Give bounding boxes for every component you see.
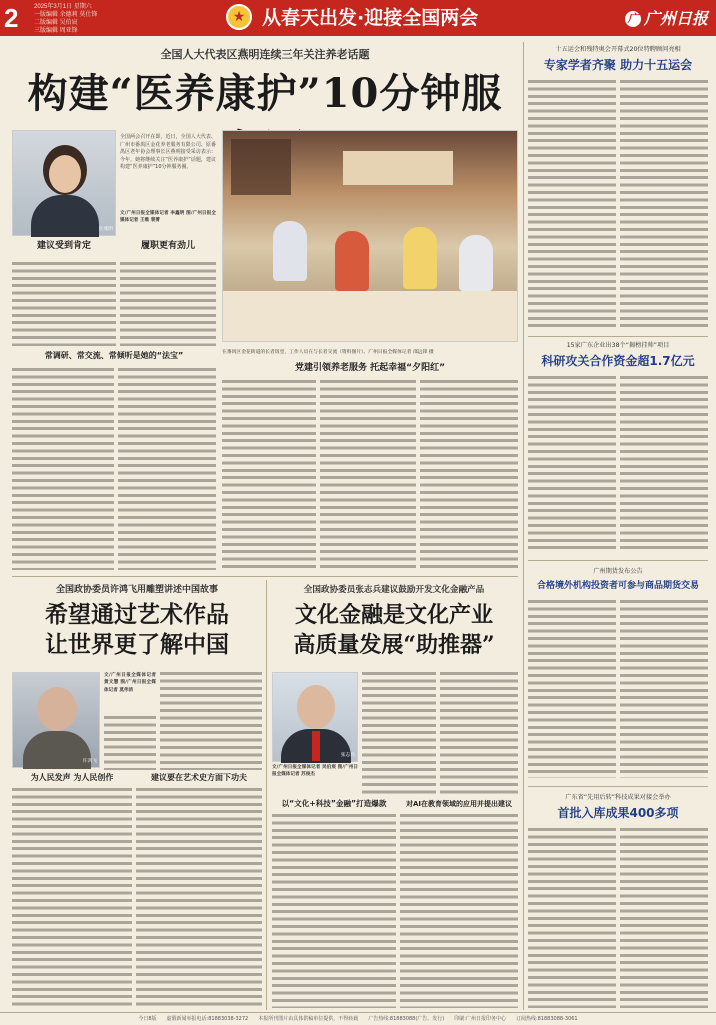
bm-overline: 全国政协委员张志兵建议鼓励开发文化金融产品: [303, 585, 485, 595]
rc-story3-title-box: [528, 566, 708, 578]
rc-story1-title: 十五运会和残特奥会开幕式20位特聘顾问亮相: [555, 46, 681, 53]
rc-body-text: [528, 828, 616, 1008]
lead-body-text: [118, 368, 216, 570]
photo-shelf: [231, 139, 291, 195]
portrait-tie: [312, 731, 320, 761]
lead-intro-box: [120, 134, 216, 210]
bm-sub1: 以“文化+科技”金融”打造爆款: [281, 799, 387, 808]
lead-headline-box: [12, 66, 518, 124]
bl-byline-box: [104, 672, 156, 712]
bl-headline-line1: 希望通过艺术作品: [45, 601, 229, 628]
bl-headline-box: [12, 600, 262, 664]
bl-sub2-box: [136, 772, 262, 784]
bl-headline-line2: 让世界更了解中国: [45, 631, 229, 658]
bm-body-text: [400, 814, 518, 1008]
bl-byline: 文/广州日报全媒体记者 黄文慧 图/广州日报全媒体记者 莫伟浓: [104, 673, 156, 693]
rc-story4-title-box: [528, 792, 708, 804]
issue-info-line: 2025年3月1日 星期六: [34, 4, 92, 10]
lead-sub1-box: [12, 240, 116, 260]
rc-story4-title: 广东省“先用后转”科技成果对接会举办: [565, 794, 671, 801]
section-divider: [528, 786, 708, 787]
photo-person: [335, 231, 369, 291]
lead-body-text: [12, 368, 114, 570]
lead-intro: 全国两会召开在即，近日，全国人大代表、广州市番禺区金花养老服务有限公司、原番禺区老年协会理事长区燕明接受采访表示：今年，她将继续关注“医养康护”话题，建议构建“医养康护”10分钟服务圈。: [120, 134, 216, 171]
lead-photo-caption: 在番禺区金花街道的长者饭堂，工作人员在与长者交流（资料图片）。广州日报全媒体记者 邵远锋 摄: [222, 349, 434, 355]
lead-sub2-box: [120, 240, 216, 260]
photo-person: [403, 227, 437, 289]
rc-story1-title-box: [528, 44, 708, 56]
photo-person: [459, 235, 493, 291]
newspaper-logo: [604, 6, 708, 30]
logo-text: 广州日报: [643, 8, 708, 28]
rc-story2-headline-box: [528, 352, 708, 372]
rc-story4-headline-box: [528, 804, 708, 824]
bm-body-text: [362, 672, 436, 796]
elderly-canteen-photo: [222, 130, 518, 342]
bm-headline-box: [270, 600, 518, 664]
portrait-caption: 许鸿飞: [82, 759, 97, 764]
column-divider: [266, 580, 267, 1010]
bl-overline-box: [12, 584, 262, 598]
portrait-caption: 张志兵: [340, 753, 355, 758]
bl-portrait: [12, 672, 100, 768]
lead-body-text: [120, 262, 216, 346]
lead-body-text: [12, 262, 116, 346]
logo-mark-icon: 广: [625, 11, 641, 27]
lead-overline: 全国人大代表区燕明连续三年关注养老话题: [160, 48, 370, 61]
rc-body-text: [620, 376, 708, 552]
photo-table: [223, 291, 517, 341]
issue-info-line: 三版编辑 周亚锋: [34, 28, 78, 34]
bm-overline-box: [270, 584, 518, 598]
rc-body-text: [620, 600, 708, 778]
rc-body-text: [528, 80, 616, 330]
lead-body-text: [222, 380, 316, 570]
lead-sub4-box: [222, 362, 518, 376]
lead-portrait: [12, 130, 116, 236]
bl-body-text: [104, 716, 156, 770]
portrait-face: [297, 685, 335, 729]
lead-overline-box: [12, 48, 518, 66]
rc-story2-title: 15家广东企业出38个“揭榜挂帅”项目: [566, 342, 670, 349]
portrait-body: [23, 731, 91, 769]
issue-info: [34, 3, 124, 35]
rc-story1-headline: 专家学者齐聚 助力十五运会: [543, 58, 693, 72]
bm-headline-line1: 文化金融是文化产业: [294, 602, 493, 628]
section-divider: [528, 336, 708, 337]
portrait-face: [49, 155, 81, 193]
photo-sign: [343, 151, 453, 185]
lead-headline: 构建“医养康护”10分钟服: [27, 70, 503, 117]
rc-story2-headline: 科研攻关合作资金超1.7亿元: [541, 354, 695, 368]
rc-story3-headline: 合格境外机构投资者可参与商品期货交易: [536, 581, 699, 591]
section-divider: [528, 560, 708, 561]
bl-body-text: [12, 788, 132, 1008]
rc-body-text: [620, 828, 708, 1008]
bm-body-text: [272, 814, 396, 1008]
portrait-face: [37, 687, 77, 731]
rc-body-text: [620, 80, 708, 330]
rc-story2-title-box: [528, 340, 708, 352]
bl-sub2: 建议要在艺术史方面下功夫: [151, 773, 247, 782]
portrait-caption: 区燕明: [98, 227, 113, 232]
bm-sub2-box: [400, 798, 518, 810]
bl-sub1: 为人民发声 为人民创作: [30, 773, 114, 782]
issue-info-line: 一版编辑 余德莉 莫仕锋: [34, 12, 98, 18]
bm-sub2: 对AI在教育领域的应用并提出建议: [405, 800, 513, 808]
lead-body-text: [320, 380, 416, 570]
national-emblem-icon: ★: [226, 4, 252, 30]
rc-body-text: [528, 376, 616, 552]
rc-story3-headline-box: [528, 578, 708, 596]
rc-story4-headline: 首批入库成果400多项: [557, 806, 679, 820]
lead-sub2: 履职更有劲儿: [140, 241, 195, 251]
page-number: 2: [4, 3, 19, 33]
lead-photo-caption-box: [222, 344, 518, 358]
page-footer: 今日8版 虚假新闻举报电话:81883038-3272 本报所刊图片由具体供稿单位提供，不得转载 广告热线:81883088(广告、发行) 印刷:广州日报印务中心 订阅热线:81883088-3061: [0, 1012, 716, 1025]
bm-body-text: [440, 672, 518, 796]
lead-sub1: 建议受到肯定: [36, 241, 91, 251]
rc-body-text: [528, 600, 616, 778]
lead-byline: 文/广州日报全媒体记者 李鑫明 图/广州日报全媒体记者 王维 裴菁: [120, 211, 216, 224]
issue-info-line: 二版编辑 吴伯宸: [34, 20, 78, 26]
bm-portrait: [272, 672, 358, 762]
rc-story3-title: 广州期货发布公告: [593, 568, 643, 575]
column-divider: [523, 42, 524, 1010]
portrait-body: [31, 195, 99, 237]
bm-byline-box: [272, 764, 358, 794]
photo-person: [273, 221, 307, 281]
bl-body-text: [136, 788, 262, 1008]
section-divider: [12, 576, 518, 577]
lead-body-text: [420, 380, 518, 570]
bm-headline-line2: 高质量发展“助推器”: [293, 632, 495, 658]
lead-sub4: 党建引领养老服务 托起幸福“夕阳红”: [295, 363, 445, 373]
lead-byline-box: [120, 210, 216, 236]
bl-body-text: [160, 672, 262, 770]
rc-story1-headline-box: [528, 56, 708, 76]
lead-sub3: 常调研、常交流、常倾听是她的“法宝”: [44, 351, 184, 360]
lead-sub3-box: [12, 350, 216, 364]
bm-byline: 文/广州日报全媒体记者 吴伯宸 图/广州日报全媒体记者 苏俊杰: [272, 765, 358, 778]
section-kicker: 从春天出发·迎接全国两会: [262, 7, 479, 29]
bl-overline: 全国政协委员许鸿飞用雕塑讲述中国故事: [55, 585, 218, 595]
bm-sub1-box: [272, 798, 396, 810]
bl-sub1-box: [12, 772, 132, 784]
page-header: [0, 0, 716, 36]
